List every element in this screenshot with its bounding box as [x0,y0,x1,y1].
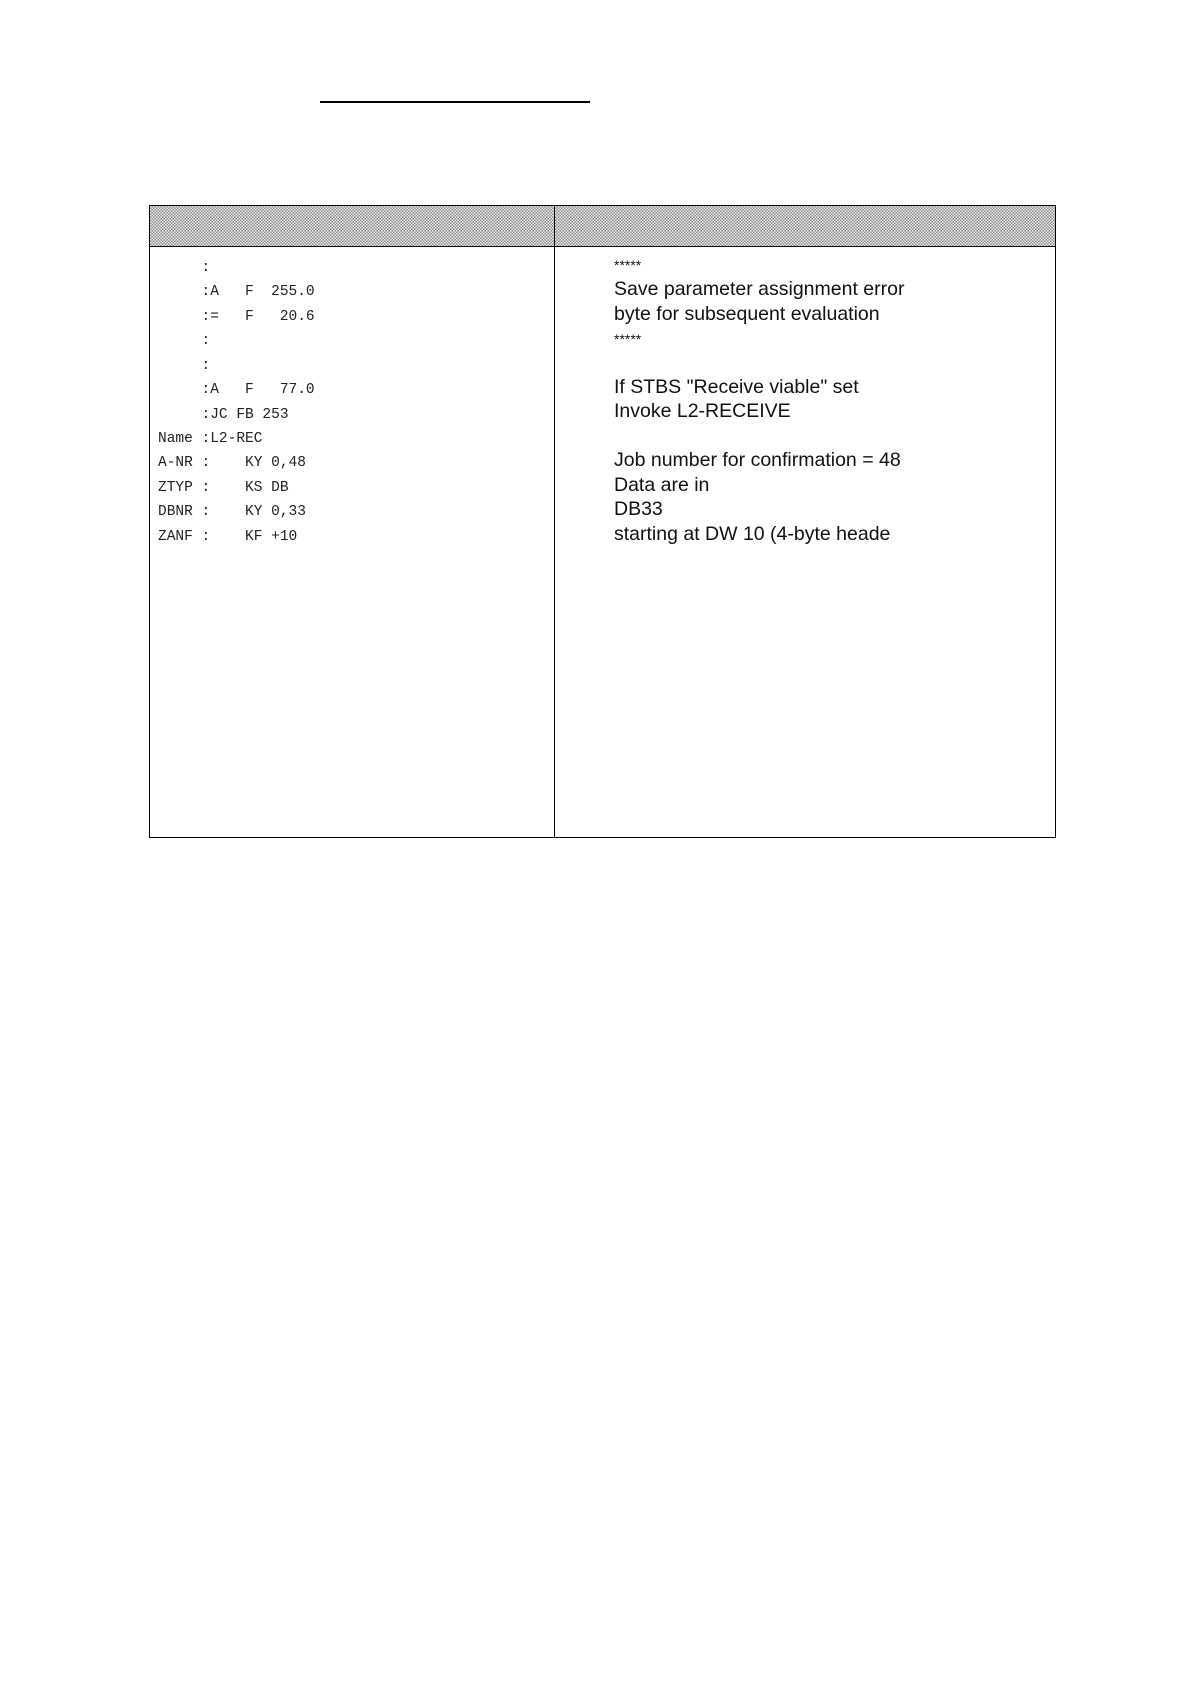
code-line: : [158,260,211,276]
comment-line: starting at DW 10 (4-byte heade [614,523,891,545]
table-header-shaded [150,206,1055,247]
comment-line: ***** [614,257,642,273]
code-table [149,205,1056,838]
comment-line: Job number for confirmation = 48 [614,449,901,471]
title-underline [320,101,590,103]
code-line: ZANF : KF +10 [158,529,298,545]
code-line: :JC FB 253 [158,407,289,423]
code-line: : [158,333,211,349]
comment-line: Invoke L2-RECEIVE [614,400,791,422]
code-line: :A F 255.0 [158,284,315,300]
comment-line: Save parameter assignment error [614,278,905,300]
code-line: :A F 77.0 [158,382,315,398]
code-line: DBNR : KY 0,33 [158,504,306,520]
comment-line: If STBS "Receive viable" set [614,376,859,398]
comment-line: ***** [614,331,642,347]
code-line: Name :L2-REC [158,431,263,447]
code-line: := F 20.6 [158,309,315,325]
column-divider [554,206,555,837]
comment-line: DB33 [614,498,663,520]
comment-line: Data are in [614,474,710,496]
code-line: ZTYP : KS DB [158,480,289,496]
code-line: : [158,358,211,374]
comment-line: byte for subsequent evaluation [614,303,880,325]
code-line: A-NR : KY 0,48 [158,455,306,471]
